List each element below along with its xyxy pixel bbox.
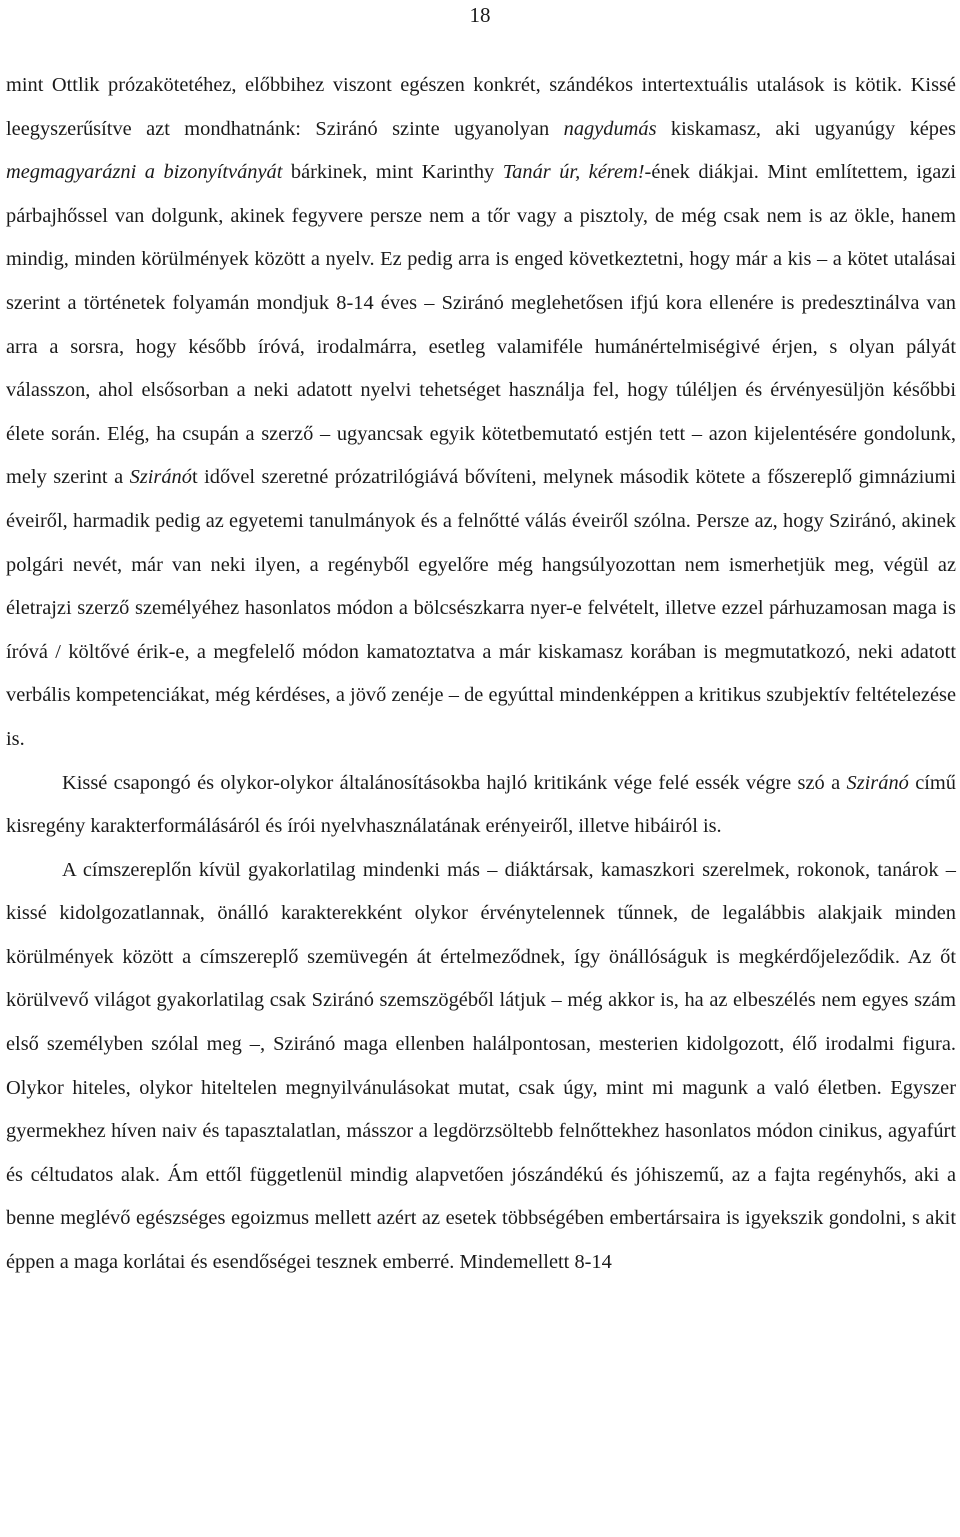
italic-text-segment: megmagyarázni a bizonyítványát xyxy=(6,161,283,184)
paragraph-3 xyxy=(6,849,956,1285)
text-segment: mint Ottlik prózakötetéhez, előbbihez viszont egészen konkrét, szándékos intertextuális utalások is kötik. Kissé leegyszerűsítve azt mondhatnánk: Sziránó szinte ugyanolyan xyxy=(6,74,956,140)
italic-text-segment: Tanár úr, kérem! xyxy=(502,161,645,184)
page-number: 18 xyxy=(469,3,491,27)
text-segment: Kissé csapongó és olykor-olykor általánosításokba hajló kritikánk vége felé essék végre szó a xyxy=(62,771,847,794)
text-segment: kiskamasz, aki ugyanúgy képes xyxy=(656,117,956,140)
document-body xyxy=(6,64,956,1285)
paragraph-2 xyxy=(6,762,956,849)
italic-text-segment: nagydumás xyxy=(563,117,657,140)
italic-text-segment: Sziránó xyxy=(129,466,192,489)
text-segment: bárkinek, mint Karinthy xyxy=(282,161,503,184)
text-segment: című kisregény karakterformálásáról és írói nyelvhasználatának erényeiről, illetve hibáiról is. xyxy=(6,771,956,838)
text-segment: A címszereplőn kívül gyakorlatilag mindenki más – diáktársak, kamaszkori szerelmek, rokonok, tanárok – kissé kidolgozatlannak, önálló karakterekként olykor érvénytelennek tűnnek, de legalábbis alakjaik minden körülmények között a címszereplő szemüvegén át értelmeződnek, így önállóságuk is megkérdőjeleződik. Az őt körülvevő világot gyakorlatilag csak Sziránó szemszögéből látjuk – még akkor is, ha az elbeszélés nem egyes szám első személyben szólal meg –, Sziránó maga ellenben halálpontosan, mesterien kidolgozott, élő irodalmi figura. Olykor hiteles, olykor hiteltelen megnyilvánulásokat mutat, csak úgy, mint mi magunk a való életben. Egyszer gyermekhez híven naiv és tapasztalatlan, másszor a legdörzsöltebb felnőttekhez hasonlatos módon cinikus, agyafúrt és céltudatos alak. Ám ettől függetlenül mindig alapvetően jószándékú és jóhiszemű, az a fajta regényhős, aki a benne meglévő egészséges egoizmus mellett azért az esetek többségében embertársaira is igyekszik gondolni, s akit éppen a maga korlátai és esendőségei tesznek emberré. Mindemellett 8-14 xyxy=(6,858,956,1274)
italic-text-segment: Sziránó xyxy=(846,771,909,794)
text-segment: t idővel szeretné prózatrilógiává bővíteni, melynek második kötete a főszereplő gimnáziumi éveiről, harmadik pedig az egyetemi tanulmányok és a felnőtté válás éveiről szólna. Persze az, hogy Sziránó, akinek polgári nevét, már van neki ilyen, a regényből egyelőre még hangsúlyozottan nem ismerhetjük meg, végül az életrajzi szerző személyéhez hasonlatos módon a bölcsészkarra nyer-e felvételt, illetve ezzel párhuzamosan maga is íróvá / költővé érik-e, a megfelelő módon kamatoztatva a már kiskamasz korában is megmutatkozó, neki adatott verbális kompetenciákat, még kérdéses, a jövő zenéje – de egyúttal mindenképpen a kritikus szubjektív feltételezése is. xyxy=(6,466,957,750)
paragraph-1 xyxy=(6,64,956,762)
text-segment: -ének diákjai. Mint említettem, igazi párbajhőssel van dolgunk, akinek fegyvere persze nem a tőr vagy a pisztoly, de még csak nem is az ökle, hanem mindig, minden körülmények között a nyelv. Ez pedig arra is enged következtetni, hogy már a kis – a kötet utalásai szerint a történetek folyamán mondjuk 8-14 éves – Sziránó meglehetősen ifjú kora ellenére is predesztinálva van arra a sorsra, hogy később íróvá, irodalmárra, esetleg valamiféle humánértelmiségivé érjen, s olyan pályát válasszon, ahol elsősorban a neki adatott nyelvi tehetséget használja fel, hogy túléljen és érvényesüljön későbbi élete során. Elég, ha csupán a szerző – ugyancsak egyik kötetbemutató estjén tett – azon kijelentésére gondolunk, mely szerint a xyxy=(6,161,956,489)
